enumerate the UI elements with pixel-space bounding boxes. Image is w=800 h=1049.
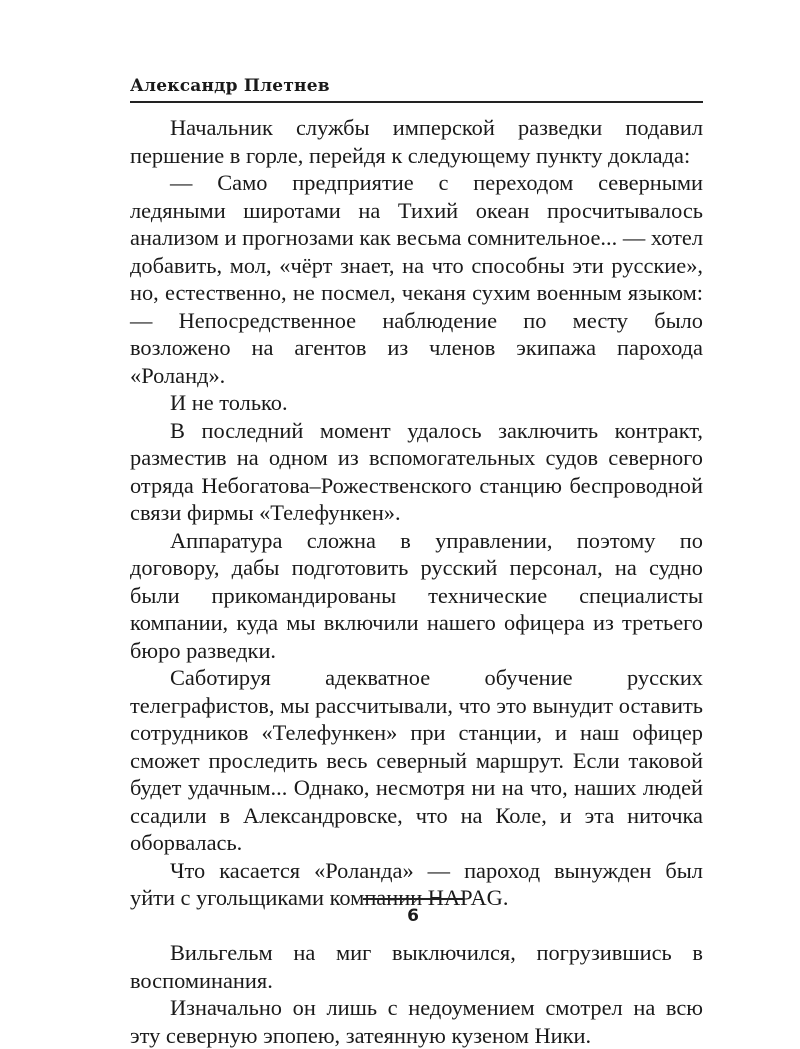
paragraph: И не только. (170, 390, 288, 415)
header-divider (130, 101, 703, 103)
paragraph: — Само предприятие с переходом северными ледяными широтами на Тихий океан просчитывалось анализом и прогнозами как весьма сомнительное... — хотел добавить, мол, «чёрт знает, на что способны эти русские», но, естественно, не посмел, чеканя сухим военным языком: — Непосредственное наблюдение по месту было возложено на агентов из членов экипажа парохода «Роланд». (130, 170, 703, 388)
paragraph: Аппаратура сложна в управлении, поэтому по договору, дабы подготовить русский персонал, на судно были прикомандированы технические специалисты компании, куда мы включили нашего офицера из третьего бюро разведки. (130, 527, 703, 663)
paragraph: Изначально он лишь с недоумением смотрел на всю эту северную эпопею, затеянную кузеном Ники. (130, 995, 703, 1048)
paragraph: Начальник службы имперской разведки подавил першение в горле, перейдя к следующему пункту доклада: (130, 115, 703, 168)
paragraph: Саботируя адекватное обучение русских телеграфистов, мы рассчитывали, что это вынудит оставить сотрудников «Телефункен» при станции, и наш офицер сможет проследить весь северный маршрут. Если таковой будет удачным... Однако, несмотря ни на что, наших людей ссадили в Александровске, что на Коле, и эта ниточка оборвалась. (130, 665, 703, 855)
running-header-author: Александр Плетнев (130, 76, 330, 96)
paragraph: Вильгельм на миг выключился, погрузившись в воспоминания. (130, 940, 703, 993)
paragraph: В последний момент удалось заключить контракт, разместив на одном из вспомогательных судов северного отряда Небогатова–Рожественского станцию беспроводной связи фирмы «Телефункен». (130, 417, 703, 525)
paragraph: Что касается «Роланда» — пароход вынужден был уйти с угольщиками компании HAPAG. (130, 857, 703, 910)
page-number: 6 (407, 906, 419, 926)
footer-divider (363, 898, 463, 900)
